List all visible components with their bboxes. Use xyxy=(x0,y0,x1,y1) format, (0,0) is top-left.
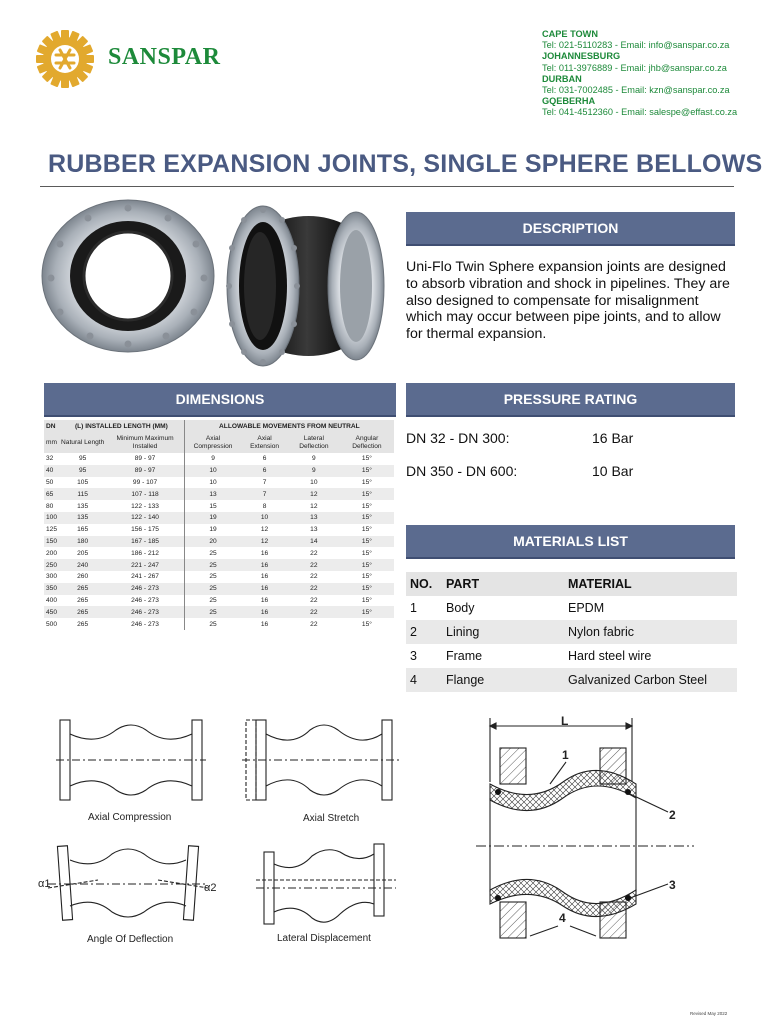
table-group-header xyxy=(44,420,394,432)
cell-angular-deflection: 15° xyxy=(361,549,372,557)
cell-min-max-installed: 89 - 97 xyxy=(106,465,184,477)
cell-min-max-installed: 246 - 273 xyxy=(106,583,184,595)
cell-axial-compression: 9 xyxy=(211,455,215,463)
callout-1: 1 xyxy=(562,748,569,762)
cell-axial-compression: 19 xyxy=(209,526,217,534)
cell-dn: 40 xyxy=(44,465,59,477)
cell-angular-deflection: 15° xyxy=(340,559,394,571)
cell-axial-extension: 7 xyxy=(241,488,288,500)
table-row xyxy=(406,668,737,692)
table-header-row xyxy=(406,572,737,596)
cell-axial-extension: 6 xyxy=(262,455,267,463)
cell-material: Galvanized Carbon Steel xyxy=(564,668,737,692)
table-row xyxy=(44,465,394,477)
cell-axial-compression: 20 xyxy=(184,536,241,548)
cell-min-max-installed: 246 - 273 xyxy=(106,595,184,607)
cell-axial-compression: 25 xyxy=(209,620,217,628)
cell-axial-extension: 16 xyxy=(260,596,269,604)
dimensions-table xyxy=(44,420,394,630)
title-divider xyxy=(40,186,734,187)
pressure-range: DN 350 - DN 600: xyxy=(406,463,518,479)
cell-min-max-installed: 156 - 175 xyxy=(106,524,184,536)
description-header: DESCRIPTION xyxy=(406,212,735,246)
cell-axial-compression: 13 xyxy=(184,488,241,500)
contact-line: Tel: 031-7002485 - Email: kzn@sanspar.co.za xyxy=(542,85,730,96)
contact-line: Tel: 021-5110283 - Email: info@sanspar.co.za xyxy=(542,40,730,51)
cell-dn: 100 xyxy=(44,512,59,524)
pressure-header: PRESSURE RATING xyxy=(406,383,735,417)
cell-angular-deflection: 15° xyxy=(361,478,372,486)
table-row xyxy=(44,583,394,595)
table-row xyxy=(44,512,394,524)
cell-angular-deflection: 15° xyxy=(361,620,372,628)
cell-lateral-deflection: 22 xyxy=(310,596,318,604)
cell-axial-extension: 16 xyxy=(260,573,269,581)
sanspar-gear-logo xyxy=(34,28,96,90)
callout-2: 2 xyxy=(669,808,676,822)
description-text: Uni-Flo Twin Sphere expansion joints are designed to absorb vibration and shock in pipelines. They are also designed to compensate for misalignment which may occur between pipe joints, and to allow for thermal expansion. xyxy=(406,259,730,343)
cell-natural-length: 135 xyxy=(77,502,89,510)
cell-material: Nylon fabric xyxy=(564,620,737,644)
cell-dn: 50 xyxy=(46,478,54,486)
lateral-displacement-diagram xyxy=(256,840,396,930)
alpha2-label: α2 xyxy=(204,882,217,894)
col-min-max-installed: Minimum Maximum Installed xyxy=(106,432,184,453)
cell-lateral-deflection: 22 xyxy=(288,559,340,571)
caption-angle-of-deflection: Angle Of Deflection xyxy=(87,934,174,945)
cell-natural-length: 265 xyxy=(59,606,106,618)
col-natural-length: Natural Length xyxy=(59,432,106,453)
pressure-range: DN 32 - DN 300: xyxy=(406,430,510,446)
cell-axial-compression: 25 xyxy=(209,549,217,557)
cell-part: Body xyxy=(446,601,475,615)
cell-dn: 400 xyxy=(46,596,58,604)
cell-natural-length: 95 xyxy=(59,465,106,477)
cell-axial-extension: 6 xyxy=(241,465,288,477)
cell-axial-extension: 12 xyxy=(260,526,269,534)
materials-header: MATERIALS LIST xyxy=(406,525,735,559)
contact-city: CAPE TOWN xyxy=(542,29,598,39)
product-photo xyxy=(38,196,390,374)
cell-natural-length: 165 xyxy=(77,526,89,534)
cell-axial-extension: 7 xyxy=(262,478,267,486)
angle-of-deflection-diagram xyxy=(38,840,218,930)
cell-part: Frame xyxy=(446,649,483,663)
cell-axial-extension: 8 xyxy=(262,502,267,510)
pressure-value: 16 Bar xyxy=(592,430,634,446)
col-mm: mm xyxy=(44,432,59,453)
cell-axial-compression: 25 xyxy=(184,583,241,595)
col-axial-compression: Axial Compression xyxy=(184,432,241,453)
cell-angular-deflection: 15° xyxy=(361,526,372,534)
caption-lateral-displacement: Lateral Displacement xyxy=(277,933,371,944)
cell-dn: 150 xyxy=(44,536,59,548)
cell-material: EPDM xyxy=(568,601,605,615)
cell-min-max-installed: 186 - 212 xyxy=(106,547,184,559)
cell-natural-length: 115 xyxy=(59,488,106,500)
table-row xyxy=(44,595,394,607)
cell-natural-length: 95 xyxy=(78,455,87,463)
cell-axial-compression: 25 xyxy=(184,559,241,571)
cell-min-max-installed: 221 - 247 xyxy=(106,559,184,571)
cell-natural-length: 260 xyxy=(77,573,89,581)
col-lateral-deflection: Lateral Deflection xyxy=(288,432,340,453)
cell-axial-extension: 16 xyxy=(260,620,269,628)
cell-axial-compression: 10 xyxy=(184,465,241,477)
cell-no: 4 xyxy=(406,668,442,692)
cell-lateral-deflection: 22 xyxy=(310,573,318,581)
cell-angular-deflection: 15° xyxy=(340,583,394,595)
table-row xyxy=(44,536,394,548)
contact-city: JOHANNESBURG xyxy=(542,51,621,62)
contact-line: Tel: 011-3976889 - Email: jhb@sanspar.co.za xyxy=(542,62,727,73)
cell-lateral-deflection: 9 xyxy=(312,455,316,463)
cell-no: 2 xyxy=(406,620,442,644)
cell-lateral-deflection: 22 xyxy=(288,606,340,618)
cross-section-diagram xyxy=(470,712,700,952)
cell-axial-extension: 16 xyxy=(241,559,288,571)
table-row xyxy=(44,606,394,618)
table-row xyxy=(44,500,394,512)
cell-lateral-deflection: 12 xyxy=(288,488,340,500)
cell-dn: 250 xyxy=(44,559,59,571)
cell-angular-deflection: 15° xyxy=(340,536,394,548)
header-dn: DN xyxy=(44,420,59,432)
cell-min-max-installed: 246 - 273 xyxy=(106,606,184,618)
cell-dn: 200 xyxy=(46,549,58,557)
cell-axial-compression: 25 xyxy=(209,596,217,604)
cell-material: Hard steel wire xyxy=(568,649,652,663)
cell-dn: 32 xyxy=(46,455,54,463)
cell-lateral-deflection: 12 xyxy=(310,502,318,510)
cell-axial-compression: 25 xyxy=(184,606,241,618)
cell-part: Lining xyxy=(442,620,564,644)
cell-dn: 350 xyxy=(44,583,59,595)
table-column-header xyxy=(44,432,394,453)
cell-lateral-deflection: 13 xyxy=(310,526,318,534)
cell-axial-extension: 16 xyxy=(241,606,288,618)
cell-natural-length: 135 xyxy=(59,512,106,524)
table-row xyxy=(406,644,737,668)
table-row xyxy=(406,596,737,620)
cell-min-max-installed: 122 - 133 xyxy=(106,500,184,512)
cell-natural-length: 205 xyxy=(77,549,89,557)
cell-lateral-deflection: 9 xyxy=(288,465,340,477)
contact-city: GQEBERHA xyxy=(542,96,596,107)
cell-natural-length: 180 xyxy=(59,536,106,548)
cell-min-max-installed: 99 - 107 xyxy=(106,477,184,489)
cell-min-max-installed: 107 - 118 xyxy=(106,488,184,500)
dimensions-table-body xyxy=(44,453,394,630)
cell-angular-deflection: 15° xyxy=(361,596,372,604)
cell-natural-length: 265 xyxy=(77,596,89,604)
cell-min-max-installed: 167 - 185 xyxy=(106,536,184,548)
axial-stretch-diagram xyxy=(242,716,402,806)
col-material: MATERIAL xyxy=(564,572,737,596)
cell-min-max-installed: 241 - 267 xyxy=(106,571,184,583)
cell-dn: 500 xyxy=(46,620,58,628)
header-installed-length: (L) INSTALLED LENGTH (MM) xyxy=(59,420,184,432)
contact-line: Tel: 041-4512360 - Email: salespe@effast.co.za xyxy=(542,107,738,118)
cell-dn: 125 xyxy=(46,526,58,534)
cell-no: 1 xyxy=(410,601,417,615)
cell-lateral-deflection: 22 xyxy=(310,549,318,557)
col-axial-extension: Axial Extension xyxy=(241,432,288,453)
dimension-length-label: L xyxy=(561,714,569,728)
cell-axial-compression: 25 xyxy=(209,573,217,581)
table-row xyxy=(44,571,394,583)
cell-no: 3 xyxy=(410,649,417,663)
brand-name: SANSPAR xyxy=(108,44,221,70)
cell-min-max-installed: 246 - 273 xyxy=(106,618,184,630)
table-row xyxy=(44,453,394,465)
cell-axial-extension: 16 xyxy=(260,549,269,557)
callout-4: 4 xyxy=(559,911,566,925)
table-row xyxy=(406,620,737,644)
table-row xyxy=(44,524,394,536)
pressure-value: 10 Bar xyxy=(592,463,634,479)
axial-compression-diagram xyxy=(56,716,206,806)
table-row xyxy=(44,477,394,489)
cell-natural-length: 265 xyxy=(77,620,89,628)
header-allowable-movements: ALLOWABLE MOVEMENTS FROM NEUTRAL xyxy=(184,420,394,432)
cell-angular-deflection: 15° xyxy=(361,455,372,463)
cell-axial-extension: 10 xyxy=(241,512,288,524)
cell-min-max-installed: 122 - 140 xyxy=(106,512,184,524)
page-title: RUBBER EXPANSION JOINTS, SINGLE SPHERE BELLOWS xyxy=(48,150,763,178)
cell-axial-compression: 15 xyxy=(209,502,217,510)
cell-axial-compression: 19 xyxy=(184,512,241,524)
cell-min-max-installed: 89 - 97 xyxy=(106,453,184,465)
cell-angular-deflection: 15° xyxy=(361,502,372,510)
materials-table xyxy=(406,572,737,692)
cell-axial-extension: 12 xyxy=(241,536,288,548)
cell-dn: 450 xyxy=(44,606,59,618)
cell-angular-deflection: 15° xyxy=(340,606,394,618)
cell-dn: 80 xyxy=(46,502,54,510)
table-row xyxy=(44,547,394,559)
cell-natural-length: 105 xyxy=(77,478,89,486)
col-part: PART xyxy=(442,572,564,596)
cell-angular-deflection: 15° xyxy=(340,512,394,524)
col-angular-deflection: Angular Deflection xyxy=(340,432,394,453)
revision-note: Revised May 2022 xyxy=(690,1011,728,1016)
alpha1-label: α1 xyxy=(38,878,51,890)
table-row xyxy=(44,559,394,571)
col-no: NO. xyxy=(406,572,442,596)
cell-lateral-deflection: 14 xyxy=(288,536,340,548)
cell-dn: 65 xyxy=(44,488,59,500)
cell-axial-extension: 16 xyxy=(241,583,288,595)
cell-lateral-deflection: 13 xyxy=(288,512,340,524)
cell-lateral-deflection: 10 xyxy=(310,478,318,486)
dimensions-header: DIMENSIONS xyxy=(44,383,396,417)
callout-3: 3 xyxy=(669,878,676,892)
caption-axial-stretch: Axial Stretch xyxy=(303,813,360,824)
contact-city: DURBAN xyxy=(542,73,582,84)
cell-axial-compression: 10 xyxy=(209,478,217,486)
contact-block xyxy=(542,29,766,119)
caption-axial-compression: Axial Compression xyxy=(88,812,172,823)
table-row xyxy=(44,488,394,500)
cell-natural-length: 240 xyxy=(59,559,106,571)
cell-angular-deflection: 15° xyxy=(340,465,394,477)
cell-dn: 300 xyxy=(46,573,58,581)
cell-lateral-deflection: 22 xyxy=(288,583,340,595)
cell-natural-length: 265 xyxy=(59,583,106,595)
cell-part: Flange xyxy=(442,668,564,692)
table-row xyxy=(44,618,394,630)
cell-angular-deflection: 15° xyxy=(361,573,372,581)
cell-lateral-deflection: 22 xyxy=(310,620,318,628)
cell-angular-deflection: 15° xyxy=(340,488,394,500)
